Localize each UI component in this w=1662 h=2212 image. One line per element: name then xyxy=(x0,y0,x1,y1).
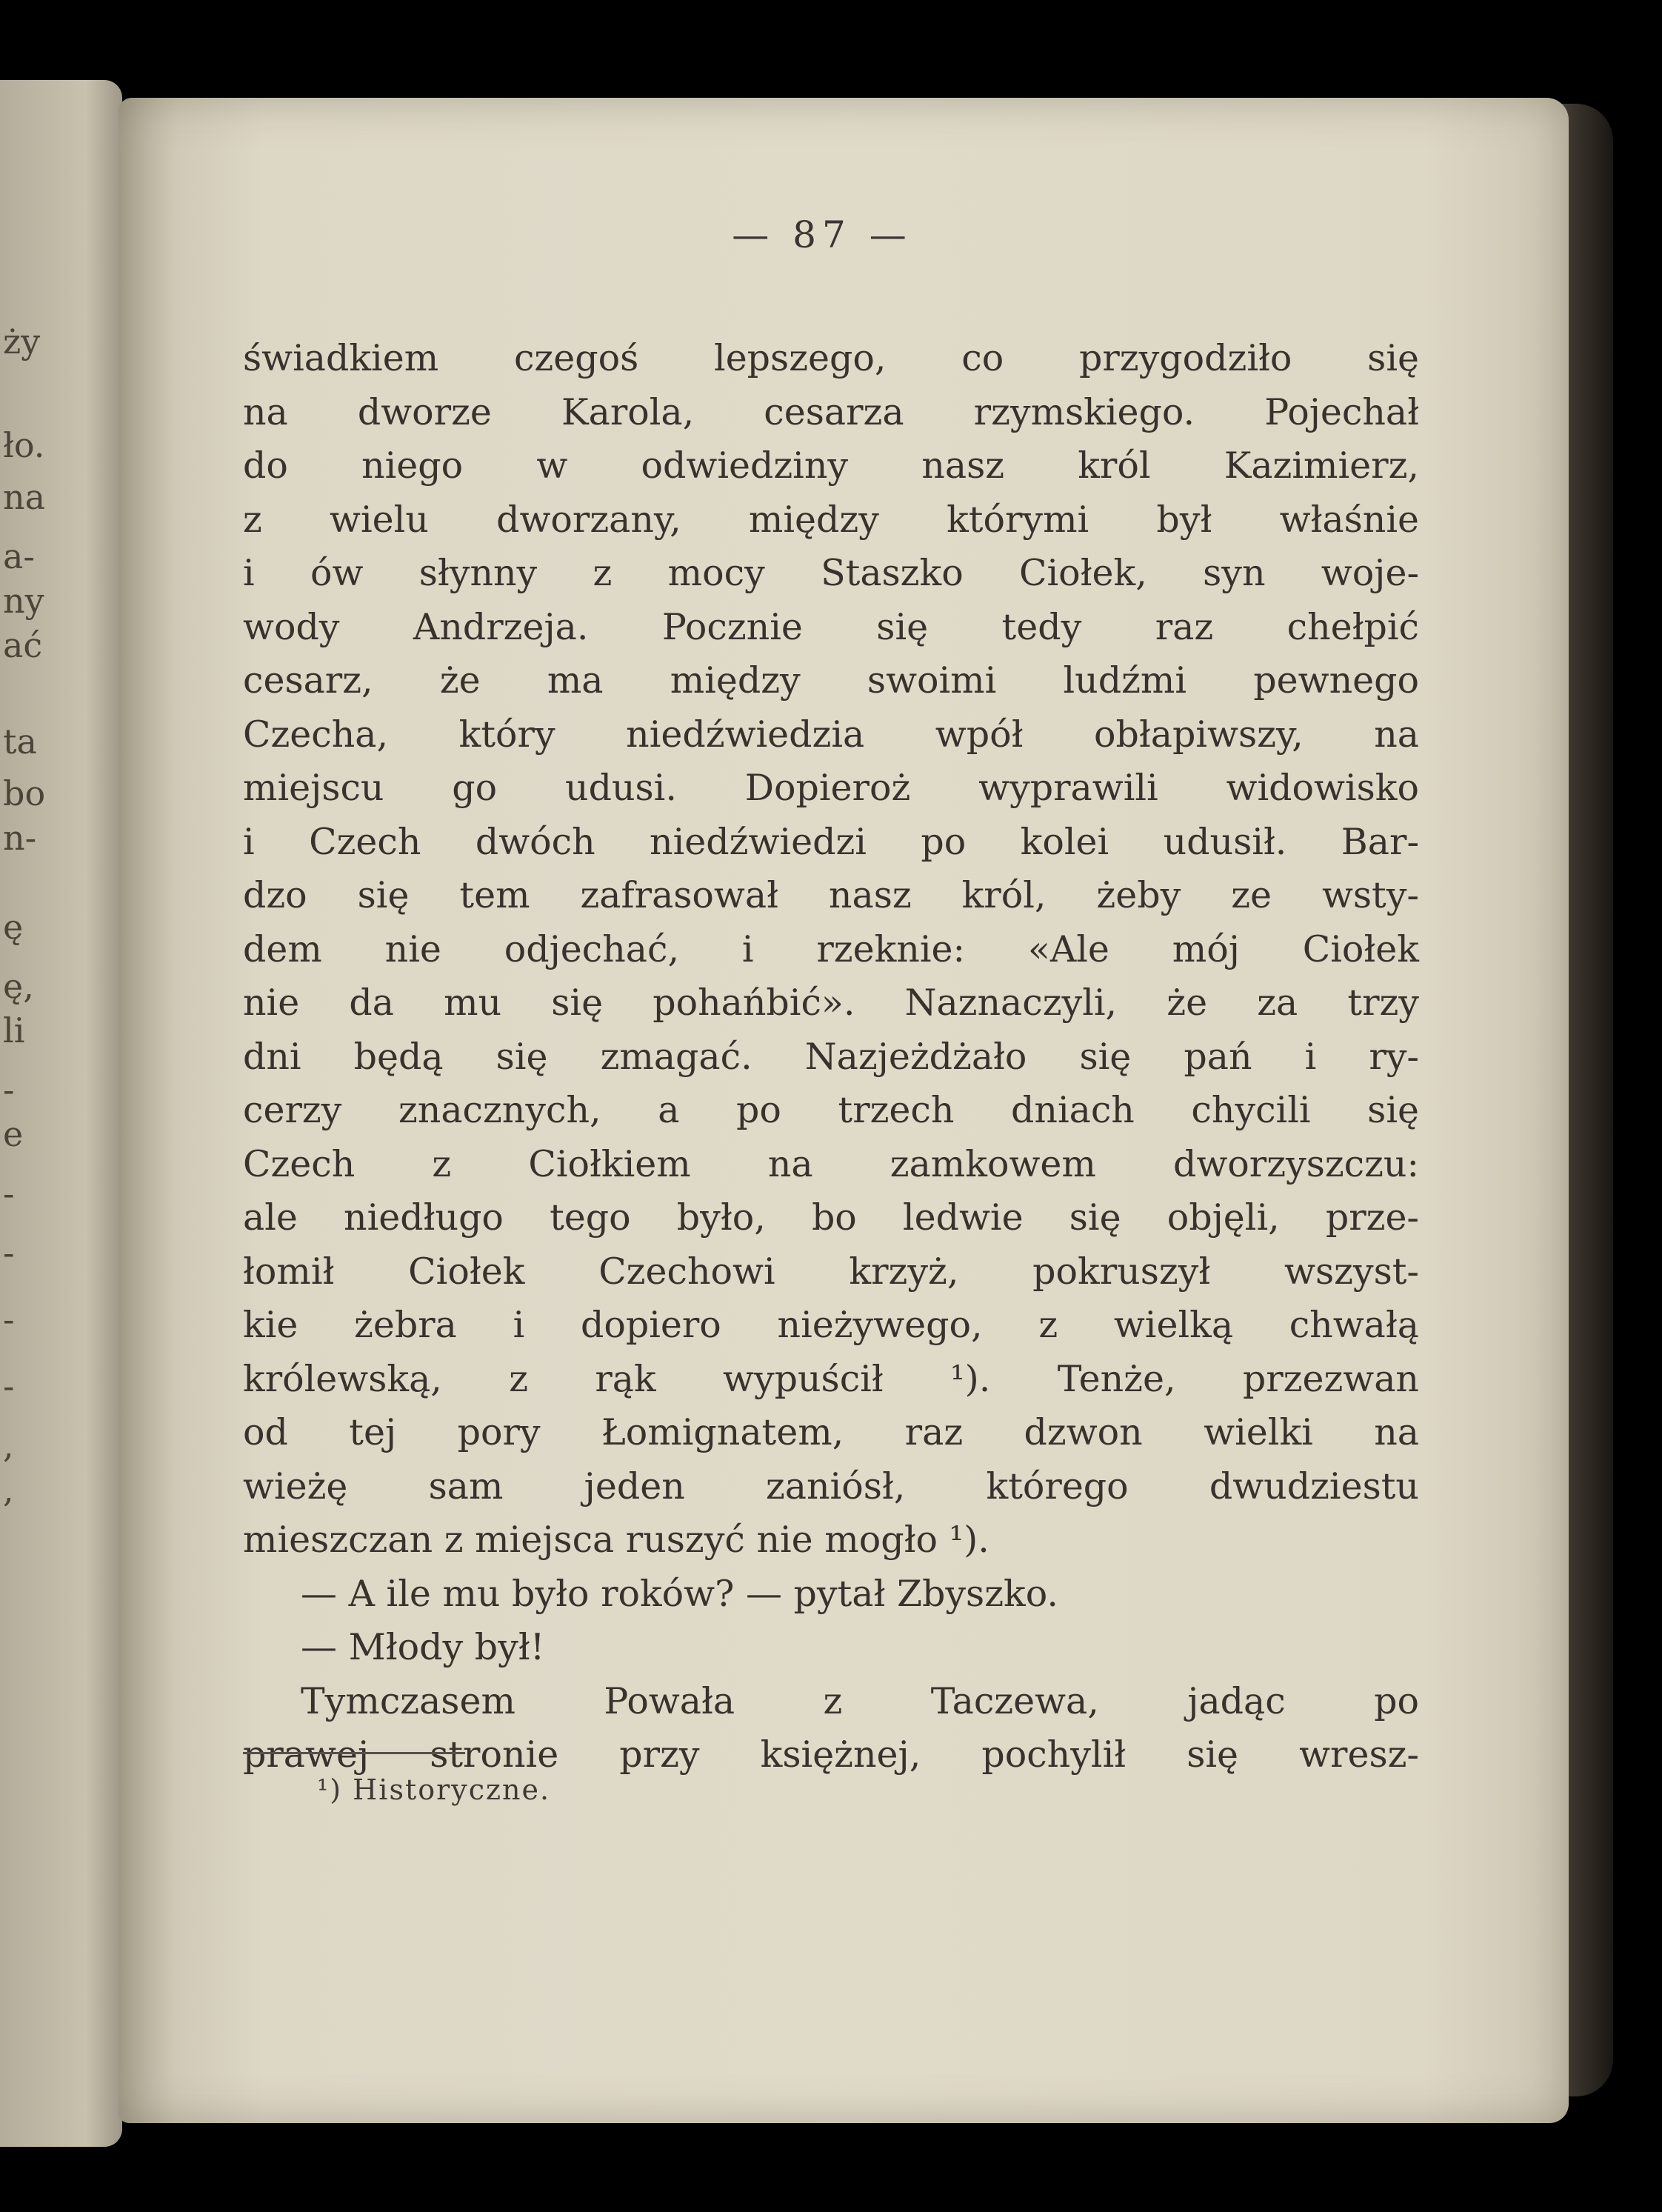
left-page-fragment: - xyxy=(3,1070,15,1110)
text-line: Czecha, który niedźwiedzia wpół obłapiwszy, na xyxy=(243,713,1419,756)
footnote xyxy=(317,1773,550,1806)
text-line: miejscu go udusi. Dopieroż wyprawili widowisko xyxy=(243,767,1419,809)
left-page-fragment: na xyxy=(3,477,46,517)
text-line: dem nie odjechać, i rzeknie: «Ale mój Ciołek xyxy=(243,927,1419,970)
text-line: na dworze Karola, cesarza rzymskiego. Pojechał xyxy=(243,390,1419,433)
text-line: ale niedługo tego było, bo ledwie się objęli, prze- xyxy=(243,1196,1419,1239)
left-page-fragment: ta xyxy=(3,722,37,762)
text-line: mieszczan z miejsca ruszyć nie mogło ¹). xyxy=(243,1519,989,1561)
left-page-fragment: ać xyxy=(3,625,43,665)
text-line: do niego w odwiedziny nasz król Kazimierz, xyxy=(243,444,1419,487)
left-page-fragment: n- xyxy=(3,818,37,858)
left-page-fragment: ży xyxy=(3,322,41,362)
left-page-fragment: , xyxy=(3,1425,14,1465)
text-line: cesarz, że ma między swoimi ludźmi pewnego xyxy=(243,659,1419,702)
left-page-fragment: - xyxy=(3,1233,15,1273)
text-line: Czech z Ciołkiem na zamkowem dworzyszczu: xyxy=(243,1142,1419,1185)
text-line: wieżę sam jeden zaniósł, którego dwudziestu xyxy=(243,1465,1419,1508)
text-line: dzo się tem zafrasował nasz król, żeby ze wsty- xyxy=(243,874,1419,916)
text-line: od tej pory Łomignatem, raz dzwon wielki na xyxy=(243,1411,1419,1453)
text-line: nie da mu się pohańbić». Naznaczyli, że za trzy xyxy=(243,982,1419,1024)
text-line: prawej stronie przy księżnej, pochylił się wresz- xyxy=(243,1733,1419,1776)
text-line: Tymczasem Powała z Taczewa, jadąc po xyxy=(301,1679,1419,1722)
left-page-fragment: ę xyxy=(3,907,24,947)
text-line: wody Andrzeja. Pocznie się tedy raz chełpić xyxy=(243,605,1419,648)
left-page-fragment: li xyxy=(3,1010,25,1050)
footnote-text: Historyczne. xyxy=(353,1773,551,1806)
footnote-marker: ¹) xyxy=(317,1773,343,1806)
text-line: — Młody był! xyxy=(301,1626,545,1668)
previous-page-edge xyxy=(0,80,122,2147)
text-line: świadkiem czegoś lepszego, co przygodziło się xyxy=(243,337,1419,379)
book-page xyxy=(119,98,1569,2123)
left-page-fragment: bo xyxy=(3,773,46,813)
text-line: łomił Ciołek Czechowi krzyż, pokruszył wszyst- xyxy=(243,1250,1419,1293)
text-line: — A ile mu było roków? — pytał Zbyszko. xyxy=(301,1572,1058,1615)
left-page-fragment: a- xyxy=(3,536,35,576)
left-page-fragment: , xyxy=(3,1470,14,1510)
left-page-fragment: - xyxy=(3,1299,15,1339)
text-line: i Czech dwóch niedźwiedzi po kolei udusił. Bar- xyxy=(243,820,1419,863)
left-page-fragment: e xyxy=(3,1114,24,1154)
text-line: z wielu dworzany, między którymi był właśnie xyxy=(243,498,1419,541)
left-page-fragment: ło. xyxy=(3,425,45,465)
text-line: kie żebra i dopiero nieżywego, z wielką chwałą xyxy=(243,1304,1419,1346)
left-page-fragment: - xyxy=(3,1366,15,1406)
body-text xyxy=(243,332,1419,1782)
text-line: cerzy znacznych, a po trzech dniach chycili się xyxy=(243,1089,1419,1131)
left-page-fragment: ę, xyxy=(3,966,34,1006)
page-number: — 87 — xyxy=(732,213,912,256)
footnote-divider xyxy=(243,1752,465,1754)
text-line: królewską, z rąk wypuścił ¹). Tenże, przezwan xyxy=(243,1357,1419,1400)
text-line: dni będą się zmagać. Nazjeżdżało się pań i ry- xyxy=(243,1035,1419,1078)
left-page-fragment: ny xyxy=(3,581,44,621)
left-page-fragment: - xyxy=(3,1173,15,1213)
text-line: i ów słynny z mocy Staszko Ciołek, syn woje- xyxy=(243,552,1419,594)
